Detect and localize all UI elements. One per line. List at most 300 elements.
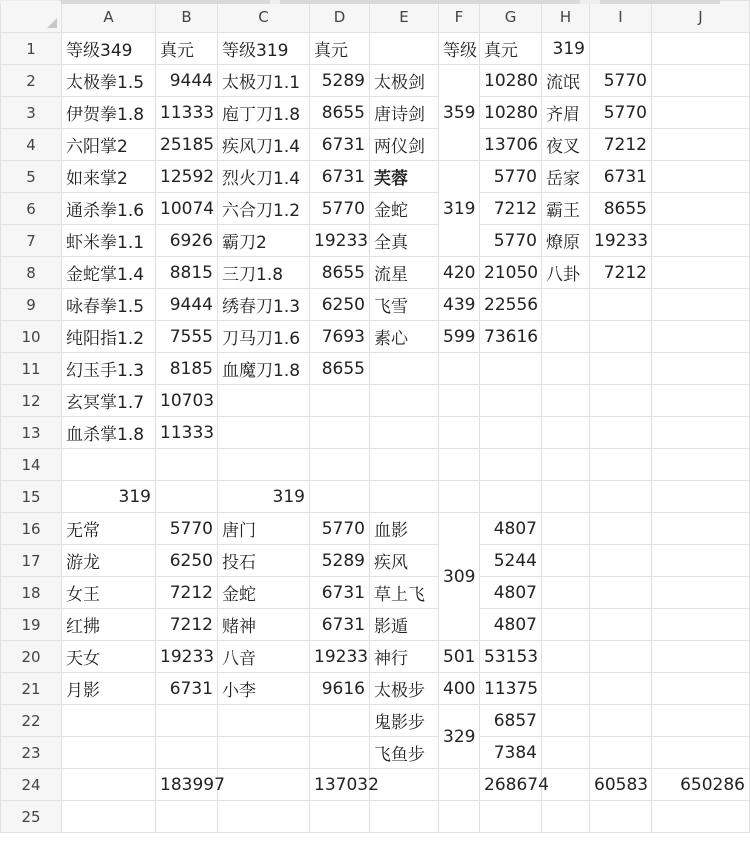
cell-j22[interactable]: [652, 705, 750, 737]
cell-i1[interactable]: [590, 33, 652, 65]
row-header[interactable]: 8: [1, 257, 62, 289]
cell-h9[interactable]: [542, 289, 590, 321]
cell-h22[interactable]: [542, 705, 590, 737]
cell-e7[interactable]: 全真: [370, 225, 439, 257]
cell-i12[interactable]: [590, 385, 652, 417]
cell-a4[interactable]: 六阳掌2: [62, 129, 156, 161]
cell-b7[interactable]: 6926: [156, 225, 218, 257]
cell-e5[interactable]: 芙蓉: [370, 161, 439, 193]
cell-g16[interactable]: 4807: [480, 513, 542, 545]
cell-i11[interactable]: [590, 353, 652, 385]
cell-h2[interactable]: 流氓: [542, 65, 590, 97]
cell-e10[interactable]: 素心: [370, 321, 439, 353]
cell-j23[interactable]: [652, 737, 750, 769]
cell-c2[interactable]: 太极刀1.1: [218, 65, 310, 97]
cell-g15[interactable]: [480, 481, 542, 513]
cell-g12[interactable]: [480, 385, 542, 417]
cell-h25[interactable]: [542, 801, 590, 833]
cell-d4[interactable]: 6731: [310, 129, 370, 161]
cell-a20[interactable]: 天女: [62, 641, 156, 673]
cell-b20[interactable]: 19233: [156, 641, 218, 673]
cell-g13[interactable]: [480, 417, 542, 449]
cell-d13[interactable]: [310, 417, 370, 449]
cell-f25[interactable]: [439, 801, 480, 833]
cell-c20[interactable]: 八音: [218, 641, 310, 673]
cell-b5[interactable]: 12592: [156, 161, 218, 193]
cell-f1[interactable]: 等级: [439, 33, 480, 65]
cell-j2[interactable]: [652, 65, 750, 97]
cell-j24[interactable]: 650286: [652, 769, 750, 801]
cell-i6[interactable]: 8655: [590, 193, 652, 225]
cell-f9[interactable]: 439: [439, 289, 480, 321]
cell-i20[interactable]: [590, 641, 652, 673]
cell-e20[interactable]: 神行: [370, 641, 439, 673]
row-header[interactable]: 5: [1, 161, 62, 193]
cell-i5[interactable]: 6731: [590, 161, 652, 193]
cell-h16[interactable]: [542, 513, 590, 545]
cell-h13[interactable]: [542, 417, 590, 449]
cell-c18[interactable]: 金蛇: [218, 577, 310, 609]
cell-d17[interactable]: 5289: [310, 545, 370, 577]
cell-g25[interactable]: [480, 801, 542, 833]
row-header[interactable]: 11: [1, 353, 62, 385]
table-row: [1, 609, 750, 641]
cell-c5[interactable]: 烈火刀1.4: [218, 161, 310, 193]
cell-b18[interactable]: 7212: [156, 577, 218, 609]
cell-f21[interactable]: 400: [439, 673, 480, 705]
cell-d11[interactable]: 8655: [310, 353, 370, 385]
cell-c24[interactable]: [218, 769, 310, 801]
row-header[interactable]: 25: [1, 801, 62, 833]
cell-d24[interactable]: 137032: [310, 769, 370, 801]
cell-e16[interactable]: 血影: [370, 513, 439, 545]
cell-d1[interactable]: 真元: [310, 33, 370, 65]
cell-g10[interactable]: 73616: [480, 321, 542, 353]
cell-f8[interactable]: 420: [439, 257, 480, 289]
cell-e11[interactable]: [370, 353, 439, 385]
cell-j7[interactable]: [652, 225, 750, 257]
cell-i2[interactable]: 5770: [590, 65, 652, 97]
column-header-g[interactable]: G: [480, 1, 542, 33]
cell-i18[interactable]: [590, 577, 652, 609]
cell-g1[interactable]: 真元: [480, 33, 542, 65]
cell-g14[interactable]: [480, 449, 542, 481]
cell-a3[interactable]: 伊贺拳1.8: [62, 97, 156, 129]
cell-j17[interactable]: [652, 545, 750, 577]
cell-j13[interactable]: [652, 417, 750, 449]
cell-d9[interactable]: 6250: [310, 289, 370, 321]
column-header-j[interactable]: J: [652, 1, 750, 33]
cell-d19[interactable]: 6731: [310, 609, 370, 641]
cell-f15[interactable]: [439, 481, 480, 513]
cell-c3[interactable]: 庖丁刀1.8: [218, 97, 310, 129]
cell-b19[interactable]: 7212: [156, 609, 218, 641]
cell-c16[interactable]: 唐门: [218, 513, 310, 545]
cell-c7[interactable]: 霸刀2: [218, 225, 310, 257]
cell-h7[interactable]: 燎原: [542, 225, 590, 257]
cell-a8[interactable]: 金蛇掌1.4: [62, 257, 156, 289]
row-header[interactable]: 13: [1, 417, 62, 449]
cell-e17[interactable]: 疾风: [370, 545, 439, 577]
cell-f5[interactable]: 319: [439, 161, 480, 257]
cell-h10[interactable]: [542, 321, 590, 353]
cell-i8[interactable]: 7212: [590, 257, 652, 289]
cell-f24[interactable]: [439, 769, 480, 801]
table-row: [1, 737, 750, 769]
column-header-b[interactable]: B: [156, 1, 218, 33]
table-row: [1, 545, 750, 577]
cell-f2[interactable]: 359: [439, 65, 480, 161]
cell-i7[interactable]: 19233: [590, 225, 652, 257]
cell-f10[interactable]: 599: [439, 321, 480, 353]
cell-f13[interactable]: [439, 417, 480, 449]
cell-c4[interactable]: 疾风刀1.4: [218, 129, 310, 161]
cell-d7[interactable]: 19233: [310, 225, 370, 257]
cell-g17[interactable]: 5244: [480, 545, 542, 577]
cell-i16[interactable]: [590, 513, 652, 545]
cell-b11[interactable]: 8185: [156, 353, 218, 385]
cell-i13[interactable]: [590, 417, 652, 449]
cell-b6[interactable]: 10074: [156, 193, 218, 225]
cell-a7[interactable]: 虾米拳1.1: [62, 225, 156, 257]
cell-h21[interactable]: [542, 673, 590, 705]
cell-e25[interactable]: [370, 801, 439, 833]
cell-a12[interactable]: 玄冥掌1.7: [62, 385, 156, 417]
cell-e14[interactable]: [370, 449, 439, 481]
cell-g21[interactable]: 11375: [480, 673, 542, 705]
cell-h23[interactable]: [542, 737, 590, 769]
cell-c21[interactable]: 小李: [218, 673, 310, 705]
cell-h3[interactable]: 齐眉: [542, 97, 590, 129]
column-header-e[interactable]: E: [370, 1, 439, 33]
cell-h15[interactable]: [542, 481, 590, 513]
cell-a5[interactable]: 如来掌2: [62, 161, 156, 193]
cell-d23[interactable]: [310, 737, 370, 769]
cell-h20[interactable]: [542, 641, 590, 673]
column-header-c[interactable]: C: [218, 1, 310, 33]
cell-g19[interactable]: 4807: [480, 609, 542, 641]
cell-b1[interactable]: 真元: [156, 33, 218, 65]
cell-d3[interactable]: 8655: [310, 97, 370, 129]
cell-e24[interactable]: [370, 769, 439, 801]
cell-a21[interactable]: 月影: [62, 673, 156, 705]
cell-b3[interactable]: 11333: [156, 97, 218, 129]
cell-a14[interactable]: [62, 449, 156, 481]
cell-i19[interactable]: [590, 609, 652, 641]
cell-g22[interactable]: 6857: [480, 705, 542, 737]
cell-c25[interactable]: [218, 801, 310, 833]
cell-f16[interactable]: 309: [439, 513, 480, 641]
cell-e9[interactable]: 飞雪: [370, 289, 439, 321]
row-header[interactable]: 19: [1, 609, 62, 641]
cell-c6[interactable]: 六合刀1.2: [218, 193, 310, 225]
row-header[interactable]: 23: [1, 737, 62, 769]
cell-b2[interactable]: 9444: [156, 65, 218, 97]
cell-g3[interactable]: 10280: [480, 97, 542, 129]
cell-a18[interactable]: 女王: [62, 577, 156, 609]
row-header[interactable]: 24: [1, 769, 62, 801]
row-header[interactable]: 17: [1, 545, 62, 577]
cell-h17[interactable]: [542, 545, 590, 577]
grid-body: [1, 33, 750, 833]
cell-c17[interactable]: 投石: [218, 545, 310, 577]
column-header-h[interactable]: H: [542, 1, 590, 33]
cell-c1[interactable]: 等级319: [218, 33, 310, 65]
cell-i15[interactable]: [590, 481, 652, 513]
row-header[interactable]: 20: [1, 641, 62, 673]
cell-a9[interactable]: 咏春拳1.5: [62, 289, 156, 321]
cell-c19[interactable]: 赌神: [218, 609, 310, 641]
cell-j14[interactable]: [652, 449, 750, 481]
cell-g7[interactable]: 5770: [480, 225, 542, 257]
cell-b9[interactable]: 9444: [156, 289, 218, 321]
cell-c8[interactable]: 三刀1.8: [218, 257, 310, 289]
cell-h11[interactable]: [542, 353, 590, 385]
cell-e15[interactable]: [370, 481, 439, 513]
cell-h12[interactable]: [542, 385, 590, 417]
cell-d8[interactable]: 8655: [310, 257, 370, 289]
cell-g18[interactable]: 4807: [480, 577, 542, 609]
cell-a2[interactable]: 太极拳1.5: [62, 65, 156, 97]
column-header-a[interactable]: A: [62, 1, 156, 33]
cell-j4[interactable]: [652, 129, 750, 161]
cell-j8[interactable]: [652, 257, 750, 289]
cell-d2[interactable]: 5289: [310, 65, 370, 97]
table-row: [1, 641, 750, 673]
cell-f22[interactable]: 329: [439, 705, 480, 769]
cell-j10[interactable]: [652, 321, 750, 353]
row-header[interactable]: 6: [1, 193, 62, 225]
cell-c23[interactable]: [218, 737, 310, 769]
cell-j20[interactable]: [652, 641, 750, 673]
cell-a6[interactable]: 通杀拳1.6: [62, 193, 156, 225]
cell-g6[interactable]: 7212: [480, 193, 542, 225]
cell-i23[interactable]: [590, 737, 652, 769]
table-row: [1, 801, 750, 833]
cell-d12[interactable]: [310, 385, 370, 417]
cell-e22[interactable]: 鬼影步: [370, 705, 439, 737]
cell-e19[interactable]: 影遁: [370, 609, 439, 641]
table-row: [1, 385, 750, 417]
cell-d20[interactable]: 19233: [310, 641, 370, 673]
cell-i24[interactable]: 60583: [590, 769, 652, 801]
cell-a16[interactable]: 无常: [62, 513, 156, 545]
cell-d10[interactable]: 7693: [310, 321, 370, 353]
cell-b22[interactable]: [156, 705, 218, 737]
cell-d6[interactable]: 5770: [310, 193, 370, 225]
cell-b10[interactable]: 7555: [156, 321, 218, 353]
cell-d15[interactable]: [310, 481, 370, 513]
row-header[interactable]: 22: [1, 705, 62, 737]
cell-f20[interactable]: 501: [439, 641, 480, 673]
cell-h4[interactable]: 夜叉: [542, 129, 590, 161]
row-header[interactable]: 1: [1, 33, 62, 65]
cell-e23[interactable]: 飞鱼步: [370, 737, 439, 769]
cell-c12[interactable]: [218, 385, 310, 417]
column-header-d[interactable]: D: [310, 1, 370, 33]
cell-i10[interactable]: [590, 321, 652, 353]
cell-c14[interactable]: [218, 449, 310, 481]
row-header[interactable]: 9: [1, 289, 62, 321]
cell-e6[interactable]: 金蛇: [370, 193, 439, 225]
cell-d22[interactable]: [310, 705, 370, 737]
select-all-corner[interactable]: [1, 1, 62, 33]
row-header[interactable]: 21: [1, 673, 62, 705]
cell-b25[interactable]: [156, 801, 218, 833]
cell-e18[interactable]: 草上飞: [370, 577, 439, 609]
cell-f11[interactable]: [439, 353, 480, 385]
cell-i4[interactable]: 7212: [590, 129, 652, 161]
cell-i14[interactable]: [590, 449, 652, 481]
table-row: [1, 449, 750, 481]
cell-f14[interactable]: [439, 449, 480, 481]
cell-i3[interactable]: 5770: [590, 97, 652, 129]
cell-a13[interactable]: 血杀掌1.8: [62, 417, 156, 449]
cell-a10[interactable]: 纯阳指1.2: [62, 321, 156, 353]
cell-g8[interactable]: 21050: [480, 257, 542, 289]
cell-g20[interactable]: 53153: [480, 641, 542, 673]
cell-j3[interactable]: [652, 97, 750, 129]
cell-c11[interactable]: 血魔刀1.8: [218, 353, 310, 385]
table-row: [1, 769, 750, 801]
table-row: [1, 289, 750, 321]
row-header[interactable]: 12: [1, 385, 62, 417]
cell-d18[interactable]: 6731: [310, 577, 370, 609]
column-header-i[interactable]: I: [590, 1, 652, 33]
table-row: [1, 673, 750, 705]
cell-a15[interactable]: 319: [62, 481, 156, 513]
cell-d5[interactable]: 6731: [310, 161, 370, 193]
cell-b21[interactable]: 6731: [156, 673, 218, 705]
cell-h8[interactable]: 八卦: [542, 257, 590, 289]
cell-a17[interactable]: 游龙: [62, 545, 156, 577]
table-row: [1, 225, 750, 257]
cell-a1[interactable]: 等级349: [62, 33, 156, 65]
cell-g23[interactable]: 7384: [480, 737, 542, 769]
row-header[interactable]: 16: [1, 513, 62, 545]
cell-b15[interactable]: [156, 481, 218, 513]
cell-j25[interactable]: [652, 801, 750, 833]
cell-e12[interactable]: [370, 385, 439, 417]
cell-j18[interactable]: [652, 577, 750, 609]
row-header[interactable]: 3: [1, 97, 62, 129]
cell-e8[interactable]: 流星: [370, 257, 439, 289]
row-header[interactable]: 18: [1, 577, 62, 609]
cell-g2[interactable]: 10280: [480, 65, 542, 97]
cell-j1[interactable]: [652, 33, 750, 65]
top-scroll-strip: [0, 0, 720, 4]
cell-i9[interactable]: [590, 289, 652, 321]
cell-e2[interactable]: 太极剑: [370, 65, 439, 97]
cell-g24[interactable]: 268674: [480, 769, 542, 801]
cell-d25[interactable]: [310, 801, 370, 833]
cell-b17[interactable]: 6250: [156, 545, 218, 577]
row-header[interactable]: 10: [1, 321, 62, 353]
cell-j21[interactable]: [652, 673, 750, 705]
cell-d21[interactable]: 9616: [310, 673, 370, 705]
cell-j9[interactable]: [652, 289, 750, 321]
cell-e3[interactable]: 唐诗剑: [370, 97, 439, 129]
row-header[interactable]: 7: [1, 225, 62, 257]
cell-c22[interactable]: [218, 705, 310, 737]
cell-h6[interactable]: 霸王: [542, 193, 590, 225]
cell-j16[interactable]: [652, 513, 750, 545]
cell-i17[interactable]: [590, 545, 652, 577]
row-header[interactable]: 4: [1, 129, 62, 161]
cell-j15[interactable]: [652, 481, 750, 513]
cell-j12[interactable]: [652, 385, 750, 417]
cell-g9[interactable]: 22556: [480, 289, 542, 321]
cell-e4[interactable]: 两仪剑: [370, 129, 439, 161]
cell-h18[interactable]: [542, 577, 590, 609]
cell-a19[interactable]: 红拂: [62, 609, 156, 641]
cell-a25[interactable]: [62, 801, 156, 833]
cell-h14[interactable]: [542, 449, 590, 481]
table-row: [1, 481, 750, 513]
table-row: [1, 193, 750, 225]
cell-j6[interactable]: [652, 193, 750, 225]
column-header-f[interactable]: F: [439, 1, 480, 33]
cell-b12[interactable]: 10703: [156, 385, 218, 417]
cell-b23[interactable]: [156, 737, 218, 769]
row-header[interactable]: 14: [1, 449, 62, 481]
cell-c9[interactable]: 绣春刀1.3: [218, 289, 310, 321]
cell-e1[interactable]: [370, 33, 439, 65]
cell-a24[interactable]: [62, 769, 156, 801]
cell-j11[interactable]: [652, 353, 750, 385]
cell-b13[interactable]: 11333: [156, 417, 218, 449]
cell-g4[interactable]: 13706: [480, 129, 542, 161]
cell-j19[interactable]: [652, 609, 750, 641]
cell-i21[interactable]: [590, 673, 652, 705]
cell-e13[interactable]: [370, 417, 439, 449]
table-row: [1, 417, 750, 449]
cell-h1[interactable]: 319: [542, 33, 590, 65]
table-row: [1, 705, 750, 737]
cell-b8[interactable]: 8815: [156, 257, 218, 289]
cell-f12[interactable]: [439, 385, 480, 417]
cell-a11[interactable]: 幻玉手1.3: [62, 353, 156, 385]
table-row: [1, 33, 750, 65]
cell-j5[interactable]: [652, 161, 750, 193]
row-header[interactable]: 15: [1, 481, 62, 513]
cell-c13[interactable]: [218, 417, 310, 449]
cell-g5[interactable]: 5770: [480, 161, 542, 193]
cell-h5[interactable]: 岳家: [542, 161, 590, 193]
cell-b16[interactable]: 5770: [156, 513, 218, 545]
cell-d14[interactable]: [310, 449, 370, 481]
cell-i22[interactable]: [590, 705, 652, 737]
cell-b24[interactable]: 183997: [156, 769, 218, 801]
cell-a23[interactable]: [62, 737, 156, 769]
cell-c15[interactable]: 319: [218, 481, 310, 513]
cell-g11[interactable]: [480, 353, 542, 385]
toolbar-segment: [60, 0, 270, 4]
cell-d16[interactable]: 5770: [310, 513, 370, 545]
cell-h19[interactable]: [542, 609, 590, 641]
table-row: [1, 353, 750, 385]
select-all-icon: [47, 18, 57, 28]
cell-i25[interactable]: [590, 801, 652, 833]
cell-a22[interactable]: [62, 705, 156, 737]
cell-b4[interactable]: 25185: [156, 129, 218, 161]
column-header-row: [1, 1, 750, 33]
cell-c10[interactable]: 刀马刀1.6: [218, 321, 310, 353]
table-row: [1, 97, 750, 129]
row-header[interactable]: 2: [1, 65, 62, 97]
cell-b14[interactable]: [156, 449, 218, 481]
cell-e21[interactable]: 太极步: [370, 673, 439, 705]
